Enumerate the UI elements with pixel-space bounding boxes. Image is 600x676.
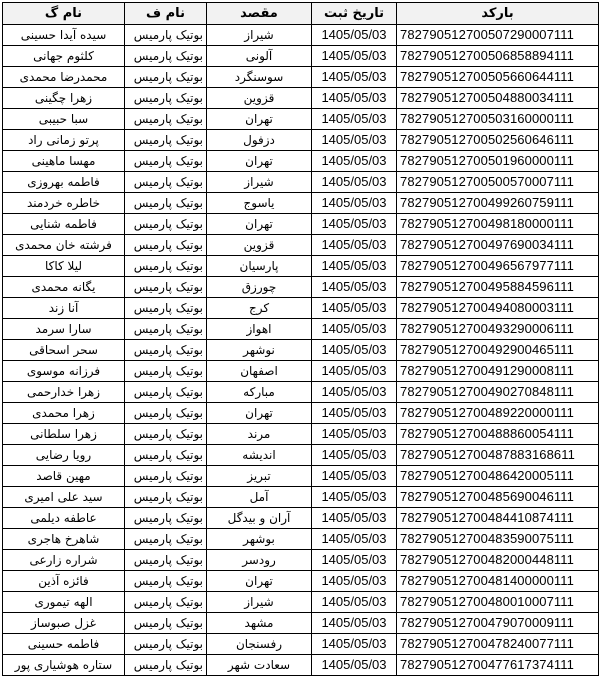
cell-barcode: 782790512700503160000111 — [397, 109, 599, 130]
table-row — [3, 214, 599, 235]
cell-barcode: 782790512700495884596111 — [397, 277, 599, 298]
cell-destination: شیراز — [207, 25, 312, 46]
cell-recipient-name: مهین قاصد — [3, 466, 125, 487]
cell-date: 1405/05/03 — [312, 67, 397, 88]
header-destination: مقصد — [207, 3, 312, 25]
cell-sender-name: بوتیک پارمیس — [125, 256, 207, 277]
cell-destination: اصفهان — [207, 361, 312, 382]
cell-sender-name: بوتیک پارمیس — [125, 109, 207, 130]
cell-barcode: 782790512700505660644111 — [397, 67, 599, 88]
table-row — [3, 67, 599, 88]
cell-destination: قزوین — [207, 235, 312, 256]
cell-date: 1405/05/03 — [312, 529, 397, 550]
cell-recipient-name: فرزانه موسوی — [3, 361, 125, 382]
cell-destination: رفسنجان — [207, 634, 312, 655]
cell-destination: تهران — [207, 571, 312, 592]
cell-date: 1405/05/03 — [312, 382, 397, 403]
cell-date: 1405/05/03 — [312, 361, 397, 382]
table-row — [3, 235, 599, 256]
cell-sender-name: بوتیک پارمیس — [125, 487, 207, 508]
header-barcode: بارکد — [397, 3, 599, 25]
cell-recipient-name: خاطره خردمند — [3, 193, 125, 214]
cell-date: 1405/05/03 — [312, 298, 397, 319]
table-header — [3, 3, 599, 25]
table-row — [3, 88, 599, 109]
cell-date: 1405/05/03 — [312, 319, 397, 340]
cell-barcode: 782790512700494080003111 — [397, 298, 599, 319]
cell-recipient-name: الهه تیموری — [3, 592, 125, 613]
cell-recipient-name: پرتو زمانی راد — [3, 130, 125, 151]
cell-recipient-name: زهرا سلطانی — [3, 424, 125, 445]
cell-destination: رودسر — [207, 550, 312, 571]
cell-sender-name: بوتیک پارمیس — [125, 25, 207, 46]
table-row — [3, 655, 599, 676]
cell-recipient-name: سارا سرمد — [3, 319, 125, 340]
cell-recipient-name: سحر اسحاقی — [3, 340, 125, 361]
cell-recipient-name: یگانه محمدی — [3, 277, 125, 298]
cell-recipient-name: آنا زند — [3, 298, 125, 319]
table-row — [3, 487, 599, 508]
cell-sender-name: بوتیک پارمیس — [125, 298, 207, 319]
cell-sender-name: بوتیک پارمیس — [125, 193, 207, 214]
cell-destination: تهران — [207, 151, 312, 172]
cell-destination: تهران — [207, 109, 312, 130]
cell-date: 1405/05/03 — [312, 172, 397, 193]
header-date: تاریخ ثبت — [312, 3, 397, 25]
cell-recipient-name: محمدرضا محمدی — [3, 67, 125, 88]
cell-destination: اندیشه — [207, 445, 312, 466]
cell-barcode: 782790512700484410874111 — [397, 508, 599, 529]
cell-barcode: 782790512700499260759111 — [397, 193, 599, 214]
cell-destination: تبریز — [207, 466, 312, 487]
cell-barcode: 782790512700490270848111 — [397, 382, 599, 403]
cell-barcode: 782790512700482000448111 — [397, 550, 599, 571]
cell-sender-name: بوتیک پارمیس — [125, 403, 207, 424]
cell-barcode: 782790512700492900465111 — [397, 340, 599, 361]
cell-sender-name: بوتیک پارمیس — [125, 655, 207, 676]
cell-destination: آران و بیدگل — [207, 508, 312, 529]
cell-date: 1405/05/03 — [312, 655, 397, 676]
cell-barcode: 782790512700496567977111 — [397, 256, 599, 277]
cell-destination: شیراز — [207, 592, 312, 613]
cell-recipient-name: لیلا کاکا — [3, 256, 125, 277]
cell-date: 1405/05/03 — [312, 256, 397, 277]
table-row — [3, 466, 599, 487]
cell-barcode: 782790512700489220000111 — [397, 403, 599, 424]
cell-barcode: 782790512700502560646111 — [397, 130, 599, 151]
cell-sender-name: بوتیک پارمیس — [125, 634, 207, 655]
cell-barcode: 782790512700481400000111 — [397, 571, 599, 592]
cell-date: 1405/05/03 — [312, 571, 397, 592]
table-row — [3, 319, 599, 340]
header-sender-name: نام ف — [125, 3, 207, 25]
cell-recipient-name: سبا حبیبی — [3, 109, 125, 130]
cell-recipient-name: مهسا ماهینی — [3, 151, 125, 172]
table-row — [3, 508, 599, 529]
cell-sender-name: بوتیک پارمیس — [125, 319, 207, 340]
cell-recipient-name: فائزه آذین — [3, 571, 125, 592]
cell-barcode: 782790512700493290006111 — [397, 319, 599, 340]
cell-sender-name: بوتیک پارمیس — [125, 424, 207, 445]
cell-destination: مشهد — [207, 613, 312, 634]
table-row — [3, 403, 599, 424]
cell-date: 1405/05/03 — [312, 424, 397, 445]
table-row — [3, 256, 599, 277]
cell-sender-name: بوتیک پارمیس — [125, 88, 207, 109]
cell-barcode: 782790512700487883168611 — [397, 445, 599, 466]
cell-date: 1405/05/03 — [312, 88, 397, 109]
cell-sender-name: بوتیک پارمیس — [125, 340, 207, 361]
cell-barcode: 782790512700483590075111 — [397, 529, 599, 550]
table-row — [3, 382, 599, 403]
cell-barcode: 782790512700477617374111 — [397, 655, 599, 676]
cell-sender-name: بوتیک پارمیس — [125, 235, 207, 256]
cell-recipient-name: زهرا خدارحمی — [3, 382, 125, 403]
cell-destination: پارسیان — [207, 256, 312, 277]
cell-recipient-name: شراره زارعی — [3, 550, 125, 571]
cell-sender-name: بوتیک پارمیس — [125, 382, 207, 403]
cell-recipient-name: فرشته خان محمدی — [3, 235, 125, 256]
cell-recipient-name: زهرا محمدی — [3, 403, 125, 424]
table-row — [3, 571, 599, 592]
cell-recipient-name: فاطمه بهروزی — [3, 172, 125, 193]
cell-date: 1405/05/03 — [312, 109, 397, 130]
table-row — [3, 151, 599, 172]
cell-barcode: 782790512700501960000111 — [397, 151, 599, 172]
cell-date: 1405/05/03 — [312, 235, 397, 256]
cell-date: 1405/05/03 — [312, 403, 397, 424]
cell-recipient-name: شاهرخ هاجری — [3, 529, 125, 550]
table-row — [3, 298, 599, 319]
cell-destination: اهواز — [207, 319, 312, 340]
table-row — [3, 277, 599, 298]
cell-destination: مبارکه — [207, 382, 312, 403]
cell-date: 1405/05/03 — [312, 25, 397, 46]
cell-sender-name: بوتیک پارمیس — [125, 67, 207, 88]
cell-recipient-name: فاطمه حسینی — [3, 634, 125, 655]
cell-date: 1405/05/03 — [312, 151, 397, 172]
cell-destination: شیراز — [207, 172, 312, 193]
cell-date: 1405/05/03 — [312, 508, 397, 529]
cell-barcode: 782790512700500570007111 — [397, 172, 599, 193]
cell-sender-name: بوتیک پارمیس — [125, 592, 207, 613]
table-row — [3, 361, 599, 382]
cell-recipient-name: زهرا چگینی — [3, 88, 125, 109]
cell-destination: سوسنگرد — [207, 67, 312, 88]
cell-barcode: 782790512700504880034111 — [397, 88, 599, 109]
cell-sender-name: بوتیک پارمیس — [125, 361, 207, 382]
cell-barcode: 782790512700507290007111 — [397, 25, 599, 46]
cell-destination: تهران — [207, 214, 312, 235]
cell-recipient-name: کلثوم جهانی — [3, 46, 125, 67]
cell-sender-name: بوتیک پارمیس — [125, 46, 207, 67]
cell-barcode: 782790512700488860054111 — [397, 424, 599, 445]
table-row — [3, 46, 599, 67]
cell-barcode: 782790512700478240077111 — [397, 634, 599, 655]
cell-barcode: 782790512700480010007111 — [397, 592, 599, 613]
cell-recipient-name: فاطمه شنایی — [3, 214, 125, 235]
cell-barcode: 782790512700491290008111 — [397, 361, 599, 382]
cell-recipient-name: رویا رضایی — [3, 445, 125, 466]
cell-date: 1405/05/03 — [312, 592, 397, 613]
cell-destination: آمل — [207, 487, 312, 508]
cell-destination: تهران — [207, 403, 312, 424]
table-row — [3, 529, 599, 550]
cell-destination: چورزق — [207, 277, 312, 298]
cell-date: 1405/05/03 — [312, 277, 397, 298]
cell-sender-name: بوتیک پارمیس — [125, 508, 207, 529]
table-row — [3, 550, 599, 571]
cell-barcode: 782790512700486420005111 — [397, 466, 599, 487]
cell-barcode: 782790512700497690034111 — [397, 235, 599, 256]
table-row — [3, 445, 599, 466]
cell-destination: سعادت شهر — [207, 655, 312, 676]
table-row — [3, 25, 599, 46]
cell-sender-name: بوتیک پارمیس — [125, 571, 207, 592]
cell-sender-name: بوتیک پارمیس — [125, 214, 207, 235]
cell-destination: دزفول — [207, 130, 312, 151]
cell-date: 1405/05/03 — [312, 46, 397, 67]
cell-recipient-name: سید علی امیری — [3, 487, 125, 508]
cell-barcode: 782790512700485690046111 — [397, 487, 599, 508]
header-row — [3, 3, 599, 25]
cell-destination: بوشهر — [207, 529, 312, 550]
cell-barcode: 782790512700479070009111 — [397, 613, 599, 634]
cell-sender-name: بوتیک پارمیس — [125, 466, 207, 487]
cell-sender-name: بوتیک پارمیس — [125, 550, 207, 571]
cell-destination: مرند — [207, 424, 312, 445]
cell-sender-name: بوتیک پارمیس — [125, 277, 207, 298]
cell-date: 1405/05/03 — [312, 340, 397, 361]
cell-date: 1405/05/03 — [312, 193, 397, 214]
cell-recipient-name: عاطفه دیلمی — [3, 508, 125, 529]
cell-date: 1405/05/03 — [312, 550, 397, 571]
table-row — [3, 613, 599, 634]
cell-date: 1405/05/03 — [312, 613, 397, 634]
cell-date: 1405/05/03 — [312, 634, 397, 655]
cell-destination: قزوین — [207, 88, 312, 109]
cell-sender-name: بوتیک پارمیس — [125, 445, 207, 466]
cell-recipient-name: غزل صبوساز — [3, 613, 125, 634]
header-recipient-name: نام گ — [3, 3, 125, 25]
cell-recipient-name: ستاره هوشیاری پور — [3, 655, 125, 676]
cell-recipient-name: سیده آیدا حسینی — [3, 25, 125, 46]
cell-destination: کرج — [207, 298, 312, 319]
shipment-table — [2, 2, 599, 676]
cell-date: 1405/05/03 — [312, 487, 397, 508]
cell-date: 1405/05/03 — [312, 466, 397, 487]
cell-barcode: 782790512700498180000111 — [397, 214, 599, 235]
table-row — [3, 592, 599, 613]
cell-destination: یاسوج — [207, 193, 312, 214]
table-row — [3, 193, 599, 214]
table-row — [3, 109, 599, 130]
cell-destination: آلونی — [207, 46, 312, 67]
cell-sender-name: بوتیک پارمیس — [125, 172, 207, 193]
cell-sender-name: بوتیک پارمیس — [125, 613, 207, 634]
cell-barcode: 782790512700506858894111 — [397, 46, 599, 67]
table-row — [3, 172, 599, 193]
table-row — [3, 424, 599, 445]
table-row — [3, 634, 599, 655]
table-row — [3, 340, 599, 361]
table-row — [3, 130, 599, 151]
cell-sender-name: بوتیک پارمیس — [125, 151, 207, 172]
cell-date: 1405/05/03 — [312, 445, 397, 466]
cell-date: 1405/05/03 — [312, 130, 397, 151]
cell-sender-name: بوتیک پارمیس — [125, 529, 207, 550]
cell-sender-name: بوتیک پارمیس — [125, 130, 207, 151]
table-body — [3, 25, 599, 676]
cell-destination: نوشهر — [207, 340, 312, 361]
cell-date: 1405/05/03 — [312, 214, 397, 235]
